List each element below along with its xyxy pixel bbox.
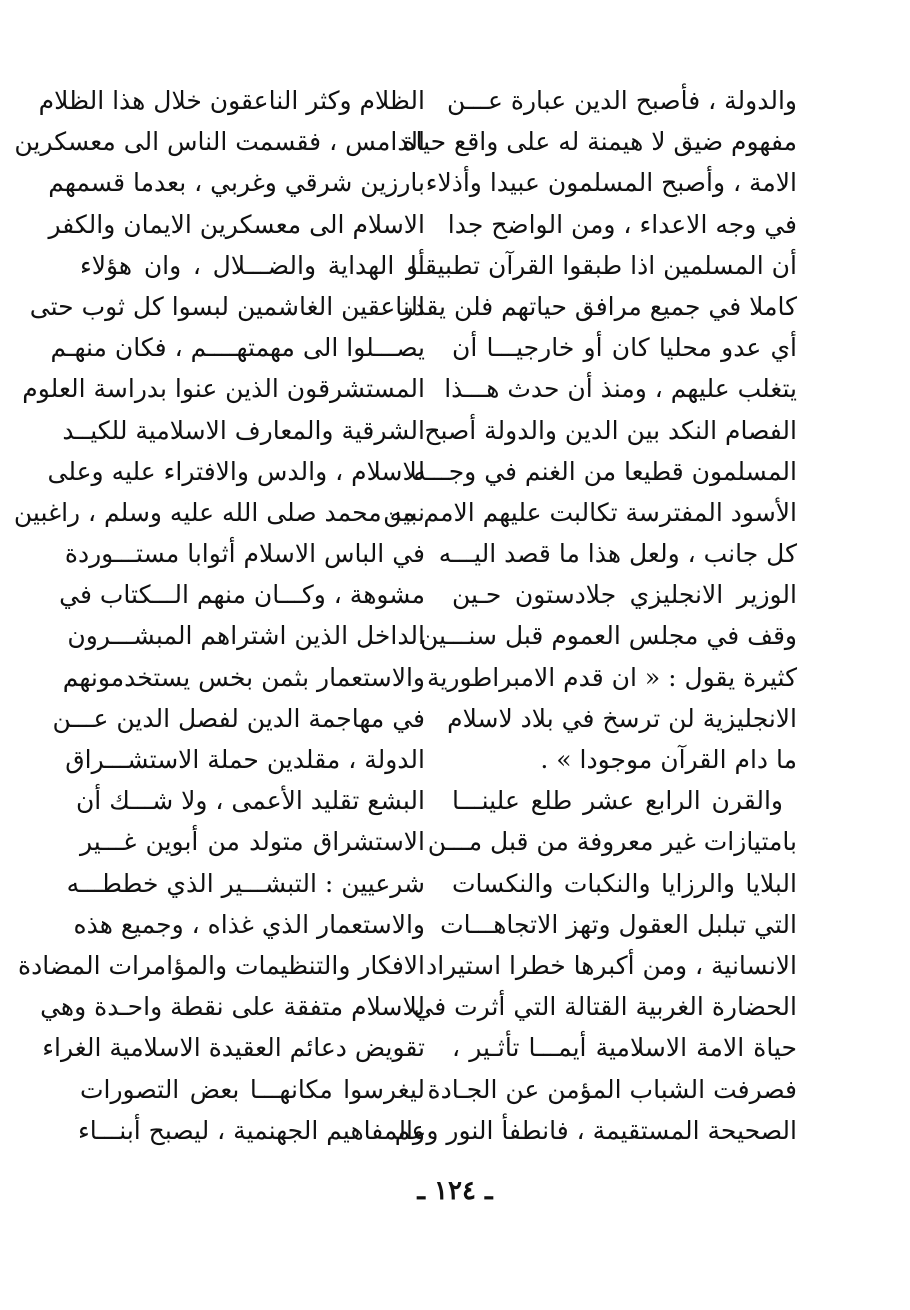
text-line: المستشرقون الذين عنوا بدراسة العلوم xyxy=(22,374,425,404)
text-line: الافكار والتنظيمات والمؤامرات المضادة xyxy=(17,950,425,980)
text-line: فصرفت الشباب المؤمن عن الجـادة xyxy=(427,1074,797,1104)
text-line: والاستعمار بثمن بخس يستخدمونهم xyxy=(62,662,425,692)
text-line: الصحيحة المستقيمة ، فانطفأ النور وعم xyxy=(394,1115,797,1145)
text-line: الشرقية والمعارف الاسلامية للكيــد xyxy=(62,415,425,445)
text-line: حياة الامة الاسلامية أيمـــا تأثـير ، xyxy=(452,1033,797,1063)
text-line: للاسلام متفقة على نقطة واحـدة وهي xyxy=(40,992,425,1022)
text-line: يصـــلوا الى مهمتهــــم ، فكان منهـم xyxy=(50,333,425,363)
text-line: الفصام النكد بين الدين والدولة أصبح xyxy=(424,415,797,445)
text-line: مشوهة ، وكـــان منهم الـــكتاب في xyxy=(59,580,425,610)
text-line: الداخل الذين اشتراهم المبشـــرون xyxy=(67,621,425,651)
text-line: تقويض دعائم العقيدة الاسلامية الغراء xyxy=(42,1033,425,1063)
text-line: الدولة ، مقلدين حملة الاستشـــراق xyxy=(65,745,425,774)
text-line: الناعقين الغاشمين لبسوا كل ثوب حتى xyxy=(29,291,425,321)
text-line: وقف في مجلس العموم قبل سنـــين xyxy=(419,621,797,651)
paragraph-end-line: ما دام القرآن موجودا » . xyxy=(540,745,797,774)
text-line: ليغرسوا مكانهـــا بعض التصورات xyxy=(80,1074,425,1104)
text-line: أي عدو محليا كان أو خارجيـــا أن xyxy=(452,333,797,363)
text-line: البلايا والرزايا والنكبات والنكسات xyxy=(452,868,797,898)
text-line: التي تبلبل العقول وتهز الاتجاهـــات xyxy=(440,909,797,939)
text-line: الانجليزية لن ترسخ في بلاد لاسلام xyxy=(447,703,797,733)
text-line: والدولة ، فأصبح الدين عبارة عـــن xyxy=(447,86,797,115)
right-text-column xyxy=(383,80,797,1151)
text-line: بامتيازات غير معروفة من قبل مـــن xyxy=(427,827,797,857)
text-line: الانسانية ، ومن أكبرها خطرا استيراد xyxy=(426,950,797,980)
text-line: والمفاهيم الجهنمية ، ليصبح أبنـــاء xyxy=(77,1115,425,1145)
text-line: شرعيين : التبشـــير الذي خططـــه xyxy=(66,868,425,898)
text-line: والاستعمار الذي غذاه ، وجميع هذه xyxy=(73,909,425,939)
page-number: ـ ١٢٤ ـ xyxy=(417,1176,493,1206)
text-line: الظلام وكثر الناعقون خلال هذا الظلام xyxy=(38,86,425,115)
text-line: الدامس ، فقسمت الناس الى معسكرين xyxy=(14,127,425,157)
text-line: كاملا في جميع مرافق حياتهم فلن يقدر xyxy=(401,291,797,321)
text-line: في مهاجمة الدين لفصل الدين عـــن xyxy=(52,703,425,733)
text-line: الوزير الانجليزي جلادستون حـين xyxy=(452,580,797,610)
text-line: يتغلب عليهم ، ومنذ أن حدث هـــذا xyxy=(444,374,797,404)
paragraph-start-line: والقرن الرابع عشر طلع علينـــا xyxy=(452,786,783,816)
text-line: الاسلام الى معسكرين الايمان والكفر xyxy=(48,209,425,239)
text-line: البشع تقليد الأعمى ، ولا شـــك أن xyxy=(75,786,425,816)
text-line: أن المسلمين اذا طبقوا القرآن تطبيقـا xyxy=(409,250,797,280)
text-line: نبيه محمد صلى الله عليه وسلم ، راغبين xyxy=(13,497,425,527)
text-line: الاستشراق متولد من أبوين غـــير xyxy=(80,827,425,857)
text-line: كل جانب ، ولعل هذا ما قصد اليـــه xyxy=(438,539,797,569)
text-line: في وجه الاعداء ، ومن الواضح جدا xyxy=(447,209,797,239)
text-line: كثيرة يقول : « ان قدم الامبراطورية xyxy=(427,662,797,692)
text-line: مفهوم ضيق لا هيمنة له على واقع حياة xyxy=(402,127,797,157)
text-line: أو الهداية والضـــلال ، وان هؤلاء xyxy=(80,250,425,280)
text-line: في الباس الاسلام أثوابا مستـــوردة xyxy=(64,539,425,569)
text-line: الامة ، وأصبح المسلمون عبيدا وأذلاء xyxy=(425,168,797,198)
text-line: المسلمون قطيعا من الغنم في وجـــه xyxy=(413,456,797,486)
text-line: الأسود المفترسة تكالبت عليهم الامم من xyxy=(383,497,797,527)
text-line: بارزين شرقي وغربي ، بعدما قسمهم xyxy=(48,168,425,198)
left-text-column xyxy=(13,80,425,1151)
text-line: الحضارة الغربية القتالة التي أثرت في xyxy=(413,992,797,1022)
text-line: للاسلام ، والدس والافتراء عليه وعلى xyxy=(47,456,425,486)
